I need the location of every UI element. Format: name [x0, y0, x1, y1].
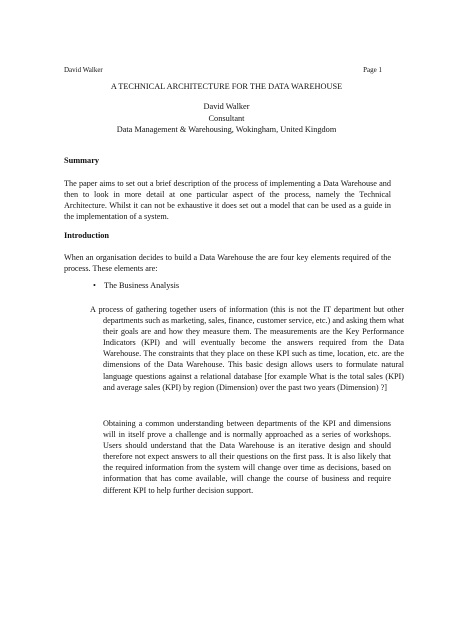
page-number: Page 1: [363, 66, 382, 74]
summary-paragraph: The paper aims to set out a brief description of the process of implementing a Data Warehouse and then to look in more detail at one particular aspect of the process, namely the Technical Architecture. Whilst it can not be exhaustive it does set out a model that can be used as a guide in the implementation of a system.: [64, 179, 391, 222]
author-affiliation: Data Management & Warehousing, Wokingham, United Kingdom: [116, 125, 337, 135]
bullet-item: [93, 281, 179, 290]
introduction-paragraph: When an organisation decides to build a Data Warehouse the are four key elements required of the process. These elements are:: [64, 253, 391, 274]
business-analysis-paragraph-2: Obtaining a common understanding between departments of the KPI and dimensions will in itself prove a challenge and is normally approached as a series of workshops. Users should understand that the Data Warehouse is an iterative design and should therefore not expect answers to all their questions on the first pass. It is also likely that the required information from the system will change over time as decisions, based on information that has come available, will change the course of business and require different KPI to help further decision support.: [103, 419, 391, 495]
running-header-author: David Walker: [64, 66, 103, 74]
paper-title: A TECHNICAL ARCHITECTURE FOR THE DATA WAREHOUSE: [110, 82, 343, 91]
summary-heading: Summary: [64, 156, 100, 165]
introduction-heading: Introduction: [64, 231, 110, 240]
business-analysis-paragraph: A process of gathering together users of information (this is not the IT department but other departments such as marketing, sales, finance, customer service, etc.) and asking them what their goals are and how they measure them. The measurements are the Key Performance Indicators (KPI) and will eventually become the answers required from the Data Warehouse. The constraints that they place on these KPI such as time, location, etc. are the dimensions of the Data Warehouse. This basic design allows users to formulate natural language questions against a relational database [for example What is the total sales (KPI) and average sales (KPI) by region (Dimension) over the past two years (Dimension) ?]: [90, 305, 404, 392]
author-role: Consultant: [208, 113, 245, 123]
author-block: [0, 101, 453, 136]
bullet-label: The Business Analysis: [104, 281, 180, 290]
bullet-icon: •: [93, 281, 96, 290]
author-name: David Walker: [203, 102, 250, 111]
